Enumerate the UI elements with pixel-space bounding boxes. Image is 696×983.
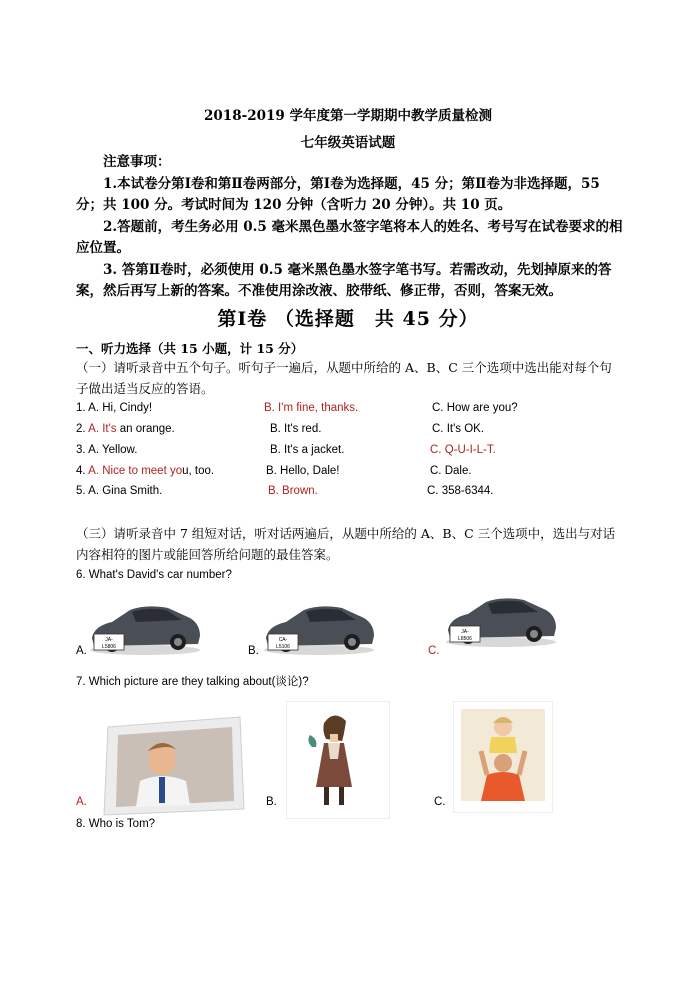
car-image-c xyxy=(442,590,560,650)
option-text: A. Hi, Cindy! xyxy=(88,402,153,414)
q2-a xyxy=(76,423,175,435)
svg-text:JA-: JA- xyxy=(461,629,469,635)
q4-b: B. Hello, Dale! xyxy=(266,465,340,477)
option-text: A. Yellow. xyxy=(88,444,138,456)
q4-a xyxy=(76,465,214,477)
q1-a xyxy=(76,402,152,414)
sub1-instruction: （一）请听录音中五个句子。听句子一遍后，从题中所给的 A、B、C 三个选项中选出能对每个句子做出适当反应的答语。 xyxy=(76,360,612,396)
q1-c: C. How are you? xyxy=(432,402,518,414)
question-number: 5. xyxy=(76,485,89,497)
q2-c: C. It's OK. xyxy=(432,423,485,435)
sub3-instruction: （三）请听录音中 7 组短对话，听对话两遍后，从题中所给的 A、B、C 三个选项中，选出与对话内容相符的图片或能回答所给问题的最佳答案。 xyxy=(76,526,616,562)
section1-heading: 一、听力选择（共 15 小题，计 15 分） xyxy=(76,341,304,356)
girl-drawing-image xyxy=(286,701,390,819)
q5-a xyxy=(76,485,162,497)
svg-text:L5106: L5106 xyxy=(276,644,290,650)
question-number: 4. xyxy=(76,465,89,477)
option-text: A. Gina Smith. xyxy=(88,485,163,497)
q5-b: B. Brown. xyxy=(268,485,318,497)
q3-c: C. Q-U-I-L-T. xyxy=(430,444,496,456)
question-number: 3. xyxy=(76,444,89,456)
q6-option-c: C. xyxy=(428,645,440,657)
q2-b: B. It's red. xyxy=(270,423,322,435)
option-text: an orange. xyxy=(116,423,175,435)
notes-item-2: 2.答题前，考生务必用 0.5 毫米黑色墨水签字笔将本人的姓名、考号写在试卷要求的相应位置。 xyxy=(76,218,623,256)
svg-text:CA-: CA- xyxy=(278,637,288,643)
option-text: u, too. xyxy=(182,465,215,477)
exam-subtitle: 七年级英语试题 xyxy=(300,135,396,151)
question-number: 1. xyxy=(76,402,89,414)
q4-c: C. Dale. xyxy=(430,465,472,477)
question-number: 2. xyxy=(76,423,89,435)
exam-title: 2018-2019 学年度第一学期期中教学质量检测 xyxy=(204,108,492,124)
highlighted-text: A. It's xyxy=(88,423,117,435)
father-child-photo-image xyxy=(453,701,553,813)
car-image-b xyxy=(260,598,378,658)
q3-b: B. It's a jacket. xyxy=(270,444,345,456)
q7-option-b: B. xyxy=(266,796,277,808)
svg-text:JA-: JA- xyxy=(105,637,113,643)
q1-b: B. I'm fine, thanks. xyxy=(264,402,359,414)
q7-option-a: A. xyxy=(76,796,87,808)
q7-option-c: C. xyxy=(434,796,446,808)
notes-item-1: 1.本试卷分第Ⅰ卷和第Ⅱ卷两部分，第Ⅰ卷为选择题，45 分；第Ⅱ卷为非选择题，55 分；共 100 分。考试时间为 120 分钟（含听力 20 分钟）。共 10 页。 xyxy=(76,175,600,213)
q6-text: 6. What's David's car number? xyxy=(76,569,232,581)
boy-photo-image xyxy=(100,715,246,817)
svg-text:L8506: L8506 xyxy=(458,636,472,642)
car-image-a xyxy=(86,598,204,658)
q7-text: 7. Which picture are they talking about(谈论)? xyxy=(76,676,309,688)
q5-c: C. 358-6344. xyxy=(427,485,494,497)
q6-option-a: A. xyxy=(76,645,87,657)
q3-a xyxy=(76,444,137,456)
svg-text:L5806: L5806 xyxy=(102,644,116,650)
part1-title: 第Ⅰ卷 （选择题 共 45 分） xyxy=(217,308,479,330)
notes-block xyxy=(76,152,624,303)
highlighted-text: A. Nice to meet yo xyxy=(88,465,183,477)
q8-text: 8. Who is Tom? xyxy=(76,818,156,830)
notes-item-3: 3. 答第Ⅱ卷时，必须使用 0.5 毫米黑色墨水签字笔书写。若需改动，先划掉原来的答案，然后再写上新的答案。不准使用涂改液、胶带纸、修正带，否则，答案无效。 xyxy=(76,261,612,299)
notes-heading: 注意事项： xyxy=(103,154,171,170)
q6-option-b: B. xyxy=(248,645,259,657)
